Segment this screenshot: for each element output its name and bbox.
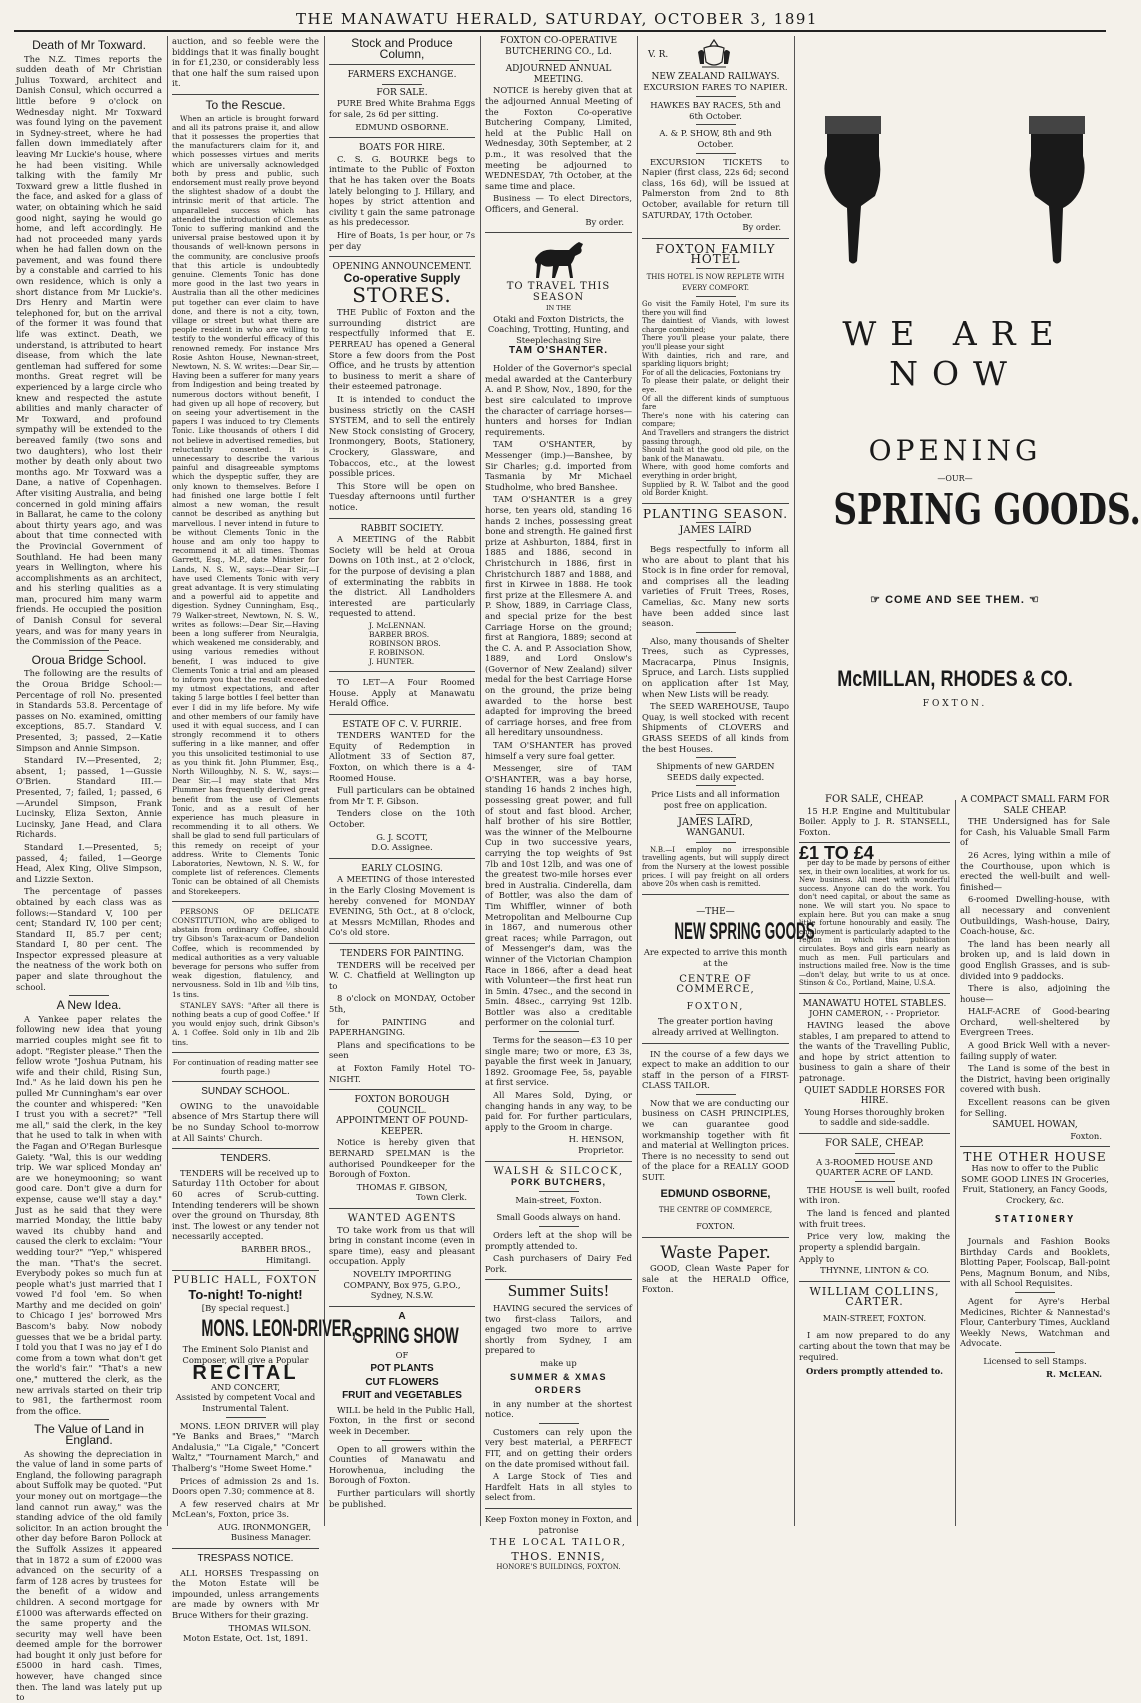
poem-line: To please their palate, or delight their eye. — [642, 377, 789, 395]
notice-heading: To-night! To-night! — [188, 1286, 303, 1302]
signature: G. J. SCOTT, — [376, 831, 428, 842]
notice-text: Hire of Boats, 1s per hour, or 7s per day — [329, 229, 475, 251]
poem-line: Supplied by R. W. Talbot and the good old Border Knight. — [642, 480, 789, 498]
notice-heading: Co-operative Supply — [343, 270, 461, 285]
signature: By order. — [742, 222, 781, 233]
notice-text: The Land is some of the best in the District, having been originally covered with bush. — [960, 1063, 1110, 1095]
notice-heading: ADJOURNED ANNUAL MEETING. — [505, 64, 612, 85]
notice-text: TAM O'SHANTER is a grey horse, ten years old, standing 16 hands 2 inches, possessing great bone and strength. He gained first prize at Ashburton, 1884, first in 1885 and 1886, second in Christchurch in 1886, first in Christchurch 1887 and 1888, and first in Kirwee in 1888. He took first prize at the Ellesmere A. and P. Show, 1889, in Carriage Class, and special prize for the best Carriage Horse on the ground; first at Rangiora, 1889; second at the C. A. and P. Association Show, 1889, and Lord Onslow's (Governor of New Zealand) silver medal for the best Carriage Horse on the ground, the prize being awarded to the horse best adapted for improving the breed of carriage horses, and free from all hereditary unsoundness. — [485, 494, 632, 738]
notice-text: There is also, adjoining the house— — [960, 983, 1110, 1004]
notice-heading: OPENING ANNOUNCEMENT. — [332, 262, 472, 273]
notice-text: FOXTON, — [686, 1001, 745, 1012]
notice-text: Holder of the Governor's special medal awarded at the Canterbury A. and P. Show, Nov., 1890, for the best sire calculated to improve the character of carriage horses—hunters and horses for Indian requirements. — [485, 363, 632, 437]
notice-text: IN THE — [545, 304, 572, 313]
advert-text: per day to be made by persons of either sex, in their own localities, at work for us. New business. All meet with wonderful success. Anyone can do the work. You don't need capital, or about the same as none. We will start you. No space to explain here. But you can make a snug little fortune honourably and easily. The employment is particularly adapted to the region in which this publication circulates. Boys and girls earn nearly as much as men. Full particulars and instructions mailed free. Now is the time—don't delay, but write to us at once. Stinson & Co., Portland, Maine, U.S.A. — [799, 858, 950, 988]
article-paragraph: The N.Z. Times reports the sudden death of Mr Christian Julius Toxward, architect and Danish Consul, which occurred a little before 9 o'clock on Wednesday night. Mr Toxward was found lying on the pavement in Sydney-street, where he had fallen down immediately after leaving Mr Luckie's house, where he had been visiting. While talking with the family Mr Toxward grew a little flushed in the face, and asked for a glass of water, on obtaining which he said good night, saying he would go home, and left accordingly. He had not proceeded many yards when he had fallen down on the pavement, and was found there by a constable and carried to his own residence, which is only a short distance from Mr Luckie's. Drs Henry and Martin were telephoned for, but on the arrival of the former it was found that life was extinct. Death, we understand, is attributed to heart disease, from which the late gentleman had suffered for some months. Great regret will be experienced by a large circle who knew and respected the astute abilities and manly character of Mr Toxward, and profound sympathy will be extended to the bereaved family (two sons and two daughters), who lost their mother by death only about two months ago. Mr Toxward was a Dane, a native of Copenhagen. After visiting Australia, and being concerned in gold mining affairs in Ballarat, he came to the colony about thirty years ago, and was about that time connected with the Provincial Government of Southland. He had been many years in Wellington, where his accomplishments as an architect, and his sterling qualities as a man, procured him many warm friends. He occupied the position of Danish Consul for several years, and was for many years in the Commission of the Peace. — [16, 53, 162, 647]
list-item: BARBER BROS. — [369, 629, 430, 639]
come-see-heading: ☞ COME AND SEE THEM. ☜ — [870, 593, 1040, 606]
notice-text: TAM O'SHANTER has proved himself a very sure foal getter. — [485, 740, 632, 761]
waste-paper-heading: Waste Paper. — [660, 1243, 771, 1264]
recital-heading: RECITAL — [192, 1362, 299, 1385]
notice-text: NOTICE is hereby given that at the adjourned Annual Meeting of the Foxton Co-operative Butchering Company, Limited, held at the Public Hall on Wednesday, 30th September, at 2 p.m., it was resolved that the meeting be adjourned to WEDNESDAY, 7th October, at the same time and place. — [485, 85, 632, 191]
notice-text: Further particulars will shortly be published. — [329, 1487, 475, 1509]
advert-text: When an article is brought forward and all its patrons praise it, and allow that it possesses the properties that the manufacturers claim for it, and which possesses virtues and merits which are universally acknowledged both by press and public, such endorsement must really prove beyond the slightest shadow of a doubt the intrinsic merit of that article. The unparalleled success which has attended the introduction of Clements Tonic to suffering mankind and the universal praise bestowed upon it by thousands of well-known persons in the community, are conclusive proofs that this article is undoubtedly genuine. Clements Tonic has done more good in the last two years in Australia than all the other medicines put together can ever claim to have done, and there is not a city, town, village or street but what there are people resident in who are willing to testify to the wonderful efficacy of this renowned remedy. For instance Mrs Rosie Ashton House, Newnan-street, Newtown, N. S. W. writes:—Dear Sir,—Having been a sufferer for many years from Indigestion and being treated by numerous doctors without benefit, I had given up all hope of recovery, but on seeing your advertisement in the papers I was induced to try Clements Tonic. Like thousands of others I did not believe in advertised remedies, but reluctantly consented. It is unnecessary to describe the various painful and disagreeable symptoms which the dyspeptic suffer, they are only known to themselves. Before I had finished one large bottle I felt almost a new woman, the result cannot be described as anything but marvellous. I never intend in future to be without Clements Tonic in the house and am only too happy to recommend it at all times. Thomas Garrett, Esq., M.P., date Minister for Lands, N. S. W., says:—Dear Sir,—I have used Clements Tonic with very great advantage. It is very stimulating and a powerful aid to appetite and digestion. Sydney Cunningham, Esq., 79 Walker-street, Newtown, N. S. W., writes as follows:—Dear Sir,—Having been a long sufferer from Neuralgia, which weakened me considerably, and using various remedies without benefit, I was induced to give Clements Tonic a trial and am pleased to inform you that the result exceeded my utmost expectations, and after taking 5 large bottles I feel better than ever I did in my life before. My wife and other members of our family have used it with equal success, and I can strongly recommend it to others suffering in a like manner, and offer you this unsolicited testimonial to use as you think fit. John Plummer, Esq., North Willoughby, N. S. W., says:—Dear Sir,—I may state that Mrs Plummer has frequently derived great benefit from the use of Clements Tonic, and as a result of her experience has much pleasure in recommending it to all others. We shall be glad to send full particulars of this remedy on receipt of your address. Write to Clements Tonic Laboratories, Newtown, N. S. W., for complete list of references. Clements Tonic can be obtained of all Chemists and Storekeepers. — [172, 113, 319, 896]
notice-heading: STORES. — [352, 283, 452, 308]
notice-text: The SEED WAREHOUSE, Taupo Quay, is well stocked with recent Shipments of CLOVERS and GRASS SEEDS of all kinds from the best Houses. — [642, 701, 789, 754]
signature: H. HENSON, — [568, 1134, 624, 1145]
business-name: WALSH & SILCOCK, — [493, 1165, 624, 1177]
notice-text: Also, many thousands of Shelter Trees, such as Cypresses, Macracarpa, Pinus Insignis, Spruce, and Larch. Lists supplied on application after 1st May, when New Lists will be ready. — [642, 635, 789, 699]
notice-text: Prices of admission 2s and 1s. Doors open 7.30; commence at 8. — [172, 1475, 319, 1497]
notice-text: MAIN-STREET, FOXTON. — [822, 1313, 927, 1323]
signature: By order. — [585, 216, 624, 227]
notice-text: OF — [395, 1350, 409, 1361]
notice-heading: PORK BUTCHERS, — [510, 1177, 606, 1188]
notice-text: A 3-ROOMED HOUSE AND QUARTER ACRE OF LAND. — [815, 1156, 934, 1178]
coat-of-arms-icon — [694, 38, 734, 70]
notice-heading: BOATS FOR HIRE. — [358, 143, 446, 154]
poem — [642, 300, 789, 498]
notice-text: THE HOUSE is well built, roofed with iron. — [799, 1184, 950, 1206]
name-list — [329, 621, 475, 666]
notice-text: Main-street, Foxton. — [515, 1194, 602, 1205]
notice-text: Small Goods always on hand. — [496, 1212, 621, 1223]
notice-text: ALL HORSES Trespassing on the Moton Estate will be impounded, unless arrangements are made by owners with Mr Bruce Withers for their grazing. — [172, 1567, 319, 1621]
notice-text: TENDERS will be received per W. C. Chatfield at Wellington up to — [329, 959, 475, 991]
notice-text: NOVELTY IMPORTING COMPANY, Box 975, G.P.O., Sydney, N.S.W. — [343, 1269, 461, 1301]
notice-text: 6-roomed Dwelling-house, with all necessary and convenient Outbuildings, Wash-house, Dairy, Coach-house, &c. — [960, 894, 1110, 937]
notice-text: Plans and specifications to be seen — [329, 1039, 475, 1061]
notice-heading: TRESPASS NOTICE. — [197, 1553, 294, 1565]
article-paragraph: As showing the depreciation in the value of land in some parts of England, the following paragraph about Suffolk may be quoted. "Put your money out on mortgage—the land cannot run away," was the standing advice of the old family solicitor. In an action brought the other day before Baron Pollock at the Suffolk Assizes it appeared that in 1872 a sum of £2000 was advanced on the security of a farm of 128 acres by trustees for the benefit of a widow and children. A second mortgage for £1000 was afterwards effected on the same property and the security may well have been deemed ample for the borrower had bought it only just before for £5000 in hard cash. Times, however, have changed since then. The land was lately put up to — [16, 1448, 162, 1703]
notice-text: Agent for Ayre's Herbal Medicines, Richter & Nannestad's Flour, Canterbury Times, Auckland Weekly News, Watchman and Advocate. — [960, 1295, 1110, 1349]
summer-suits-heading: Summer Suits! — [507, 1281, 610, 1301]
notice-heading: SUNDAY SCHOOL. — [201, 1086, 290, 1098]
notice-text: Messenger, sire of TAM O'SHANTER, was a bay horse, standing 16 hands 2 inches high, possessing great power, and full of stout and fast blood. Archer, half brother of his sire Bottler, was the winner of the Melbourne Cup in two successive years, carrying the top weights of 9st 7lb and 10st 12lb, and was one of the greatest two-mile horses ever bred in Australia. Cinderella, dam of Bottler, was also the dam of Tim Whiffler, winner of both Metropolitan and Melbourne Cup in 1867, and numerous other great races; while Parragon, out of Messenger's dam, was the winner of the Victorian Champion Race in 1866, after a dead heat with Volunteer—the first heat run in 5min. 47sec., and the second in 5min. 48sec., carrying 9st 12lb. Bottler was also a creditable performer on the colonial turf. — [485, 763, 632, 1028]
notice-text: OWING to the unavoidable absence of Mrs Startup there will be no Sunday School to-morrow at All Saints' Church. — [172, 1100, 319, 1143]
notice-text: Notice is hereby given that BERNARD SPELMAN is the authorised Poundkeeper for the Borough of Foxton. — [329, 1137, 475, 1180]
notice-text: Apply to — [799, 1254, 835, 1265]
notice-heading: RABBIT SOCIETY. — [360, 523, 444, 534]
article-paragraph: A Yankee paper relates the following new idea that young married couples might see fit to adopt. "Register please." Then the fellow wrote "Joshua Putnam, his wife and their child, Rising Sun, Ind." As he laid down his pen he pulled Mr Cunningham's ear over the counter and whispered: "Ken I trust you with a secret?" "Tell me all," said the clerk, in the key that he used to talk in when with the Fagan and O'Regan Burlesque Gaiety. "Wal, this is our wedding trip. We war spliced Monday an' are we honeymooning; so want good care. Don't give a durn for expense, cause we'll stay a day." Just as he said that they were married Monday, the little baby waved its chubby hand and caused the clerk to exclaim: "Your wedding tour?" "Yep," whispered the man. "That's the secret. Everybody pokes so much fun at people what's just married that I vowed I'd fool 'em. So when Marthy and me decided on goin' to Chicago I jes' borrowed Mrs Bascom's baby. Now nobody guesses that we be a bridal party. I told you that I was no jay ef I do come from a town what don't get the world's fair." "That's a new one," muttered the clerk, as the new arrivals started on their trip to 981, the farthermost room from the office. — [16, 1013, 163, 1416]
spring-show-heading: SPRING SHOW — [353, 1323, 459, 1349]
column-5 — [642, 36, 815, 1526]
signature: Proprietor. — [578, 1145, 624, 1155]
crest-letter-v: V. R. — [648, 50, 669, 60]
notice-text: Price Lists and all information post free on application. — [651, 789, 780, 810]
notice-text: A MEETING of those interested in the Early Closing Movement is hereby convened for MONDAY EVENING, 5th Oct., at 8 o'clock, at Messrs McMillan, Rhodes and Co's old store. — [329, 874, 475, 938]
pointing-hand-icon — [1021, 116, 1093, 266]
poem-line: For of all the delicacies, Foxtonians try — [642, 368, 781, 377]
notice-text: PURE Bred White Brahma Eggs for sale, 2s 6d per sitting. — [329, 98, 475, 119]
business-name: JAMES LAIRD, — [678, 816, 753, 828]
notice-text: 26 Acres, lying within a mile of the Courthouse, upon which is erected the well-built and well-finished— — [960, 849, 1110, 892]
signature: Town Clerk. — [416, 1192, 467, 1203]
performer-name: MONS. LEON-DRIVER, — [201, 1314, 356, 1342]
article-paragraph: Standard IV.—Presented, 2; absent, 1; passed, 1—Gussie O'Brien. Standard III.—Presented, 7; failed, 1; passed, 6—Arundel Simpson, Frank Lucinsky, Eliza Sexton, Annie Lucinsky, Jane Head, and Clara Richards. — [16, 755, 162, 840]
notice-text: Open to all growers within the Counties of Manawatu and Horowhenua, including the Borough of Foxton. — [329, 1443, 475, 1486]
list-item: J. McLENNAN. — [369, 620, 426, 630]
column-divider — [955, 800, 956, 1526]
notice-text: HAVING secured the services of two first-class Tailors, and engaged two more to arrive shortly from Sydney, I am prepared to — [485, 1302, 632, 1356]
continuation-note: For continuation of reading matter see fourth page.) — [172, 1057, 319, 1077]
notice-text: THE CENTRE OF COMMERCE, — [658, 1206, 773, 1215]
notice-text: MONS. LEON DRIVER will play "Ye Banks and Braes," "March Andalusia," "La Cigale," "Concert Waltz," "Tournament March," and Thalberg's "Home Sweet Home." — [172, 1420, 319, 1473]
notice-text: make up — [540, 1357, 577, 1368]
article-heading: A New Idea. — [56, 998, 122, 1013]
pointing-hand-icon — [817, 116, 889, 266]
notice-text: A good Brick Well with a never-failing supply of water. — [960, 1040, 1110, 1061]
notice-text: HALF-ACRE of Good-bearing Orchard, well-sheltered by Evergreen Trees. — [960, 1006, 1110, 1038]
poem-line: With dainties, rich and rare, and sparkling liquors bright; — [642, 351, 789, 369]
signature: Himitangi. — [265, 1254, 311, 1265]
business-name: THOS. ENNIS, — [511, 1549, 606, 1563]
notice-text: HONORE'S BUILDINGS, FOXTON. — [496, 1563, 621, 1572]
royal-crest — [642, 36, 789, 72]
article-heading: Oroua Bridge School. — [31, 652, 147, 667]
earnings-heading: £1 TO £4 — [799, 843, 874, 864]
notice-heading: APPOINTMENT OF POUND-KEEPER. — [336, 1116, 468, 1137]
notice-heading: FOR SALE, CHEAP. — [825, 794, 924, 805]
notice-text: I am now prepared to do any carting about the town that may be required. — [799, 1330, 950, 1362]
notice-text: A Large Stock of Ties and Hardfelt Hats in all styles to select from. — [485, 1471, 632, 1503]
notice-text: —THE— — [696, 906, 735, 917]
notice-text: Business — To elect Directors, Officers, and General. — [485, 193, 632, 214]
notice-text: C. S. G. BOURKE begs to intimate to the Public of Foxton that he has taken over the Boats lately belonging to J. Hillary, and hopes by strict attention and civility t gain the same patronage as his predecessor. — [329, 153, 475, 228]
notice-heading: PLANTING SEASON. — [642, 506, 789, 521]
notice-text: Price very low, making the property a splendid bargain. — [799, 1231, 950, 1252]
notice-text: Cash purchasers of Dairy Fed Pork. — [485, 1253, 632, 1274]
notice-text: Customers can rely upon the very best material, a PERFECT FIT, and on getting their orders on the date promised without fail. — [485, 1426, 632, 1469]
notice-text: AND CONCERT, — [210, 1381, 281, 1392]
notice-heading: FOR SALE. — [376, 87, 428, 98]
notice-text: 8 o'clock on MONDAY, October 5th, — [329, 993, 475, 1014]
notice-text: at Foxton Family Hotel TO-NIGHT. — [329, 1062, 475, 1084]
notice-text: for PAINTING and PAPERHANGING. — [329, 1016, 475, 1038]
poem-line: The daintiest of Viands, with lowest charge combined; — [642, 317, 789, 334]
horse-name: TAM O'SHANTER. — [509, 344, 608, 356]
notice-heading: EXCURSION FARES TO NAPIER. — [643, 82, 788, 93]
signature: R. McLEAN. — [1046, 1368, 1102, 1379]
notice-text: N.B.—I employ no irresponsible travelling agents, but will supply direct from the Nursery at the lowest possible prices. I will pay freight on all orders above 20s when cash is remitted. — [642, 845, 789, 889]
notice-text: The Eminent Solo Pianist and Composer, will give a Popular — [182, 1343, 309, 1365]
business-name: JAMES LAIRD — [679, 525, 752, 537]
column-divider — [167, 36, 168, 1526]
column-divider — [324, 36, 325, 1526]
signature: D.O. Assignee. — [371, 842, 433, 853]
notice-heading: QUIET SADDLE HORSES FOR HIRE. — [804, 1085, 945, 1107]
notice-text: All Mares Sold, Dying, or changing hands in any way, to be paid for. For further particulars, apply to the Groom in charge. — [485, 1090, 632, 1132]
signature: Business Manager. — [230, 1532, 311, 1543]
business-name: CENTRE OF COMMERCE, — [676, 973, 755, 996]
notice-heading: WANTED AGENTS — [347, 1213, 457, 1225]
section-heading: Stock and Produce Column, — [351, 36, 453, 61]
notice-heading: THE LOCAL TAILOR, — [490, 1537, 627, 1549]
notice-text: —OUR— — [937, 474, 973, 483]
notice-text: Assisted by competent Vocal and Instrumental Talent. — [175, 1392, 316, 1413]
article-paragraph: Standard I.—Presented, 5; passed, 4; failed, 1—George Head, Alex King, Olive Simpson, and Lizzie Sexton. — [16, 841, 162, 884]
horse-illustration — [529, 238, 589, 282]
business-name: THE OTHER HOUSE — [963, 1150, 1107, 1165]
notice-text: Orders promptly attended to. — [805, 1366, 944, 1377]
article-heading: Death of Mr Toxward. — [32, 38, 146, 52]
notice-text: Shipments of new GARDEN SEEDS daily expected. — [656, 761, 775, 782]
notice-heading: MANAWATU HOTEL STABLES. — [802, 998, 947, 1009]
signature: SAMUEL HOWAN, — [992, 1120, 1078, 1131]
notice-text: Begs respectfully to inform all who are about to plant that his Stock is in fine order for removal, and comprises all the leading varieties of Fruit Trees, Roses, Camelias, &c. Many new sorts have been added since last season. — [642, 543, 789, 629]
column-divider — [794, 36, 795, 1526]
notice-text: Young Horses thoroughly broken to saddle and side-saddle. — [804, 1106, 945, 1128]
notice-heading: TENDERS FOR PAINTING. — [340, 948, 464, 959]
notice-heading: FOXTON BOROUGH COUNCIL. — [354, 1095, 450, 1116]
notice-text: Licensed to sell Stamps. — [983, 1355, 1087, 1366]
notice-text: TENDERS will be received up to Saturday 11th October for about 60 acres of Scrub-cutting. Intending tenderers will be shown over the ground on Thursday, 8th inst. The lowest or any tender not necessarily accepted. — [172, 1167, 319, 1242]
list-item: ROBINSON BROS. — [369, 638, 441, 648]
poem-line: Should halt at the good old pile, on the bank of the Manawatu. — [642, 446, 789, 463]
opening-heading: OPENING — [868, 434, 1042, 467]
poem-line: There you'll please your palate, there you'll please your sight — [642, 334, 789, 352]
notice-text: Full particulars can be obtained from Mr T. F. Gibson. — [329, 785, 475, 806]
notice-text: WANGANUI. — [686, 828, 745, 839]
notice-text: [By special request.] — [201, 1303, 290, 1314]
signature: AUG. IRONMONGER, — [217, 1521, 311, 1532]
notice-text: in any number at the shortest notice. — [485, 1398, 632, 1420]
notice-text: GOOD, Clean Waste Paper for sale at the HERALD Office, Foxton. — [642, 1263, 789, 1295]
column-2 — [172, 36, 356, 1644]
notice-heading: TENDERS. — [220, 1153, 271, 1165]
notice-text: HAVING leased the above stables, I am prepared to attend to the wants of the Travelling Public, and hope by strict attention to business to gain a share of their patronage. — [799, 1020, 950, 1084]
business-name: WILLIAM COLLINS, CARTER. — [809, 1284, 940, 1309]
notice-heading: FRUIT and VEGETABLES — [342, 1390, 462, 1402]
notice-text: The land has been nearly all broken up, and is laid down in good English Grasses, and is sub-divided into 9 paddocks. — [960, 938, 1110, 981]
notice-text: This Store will be open on Tuesday afternoons until further notice. — [329, 480, 475, 512]
notice-text: Are expected to arrive this month at the — [643, 947, 788, 968]
notice-text: A. & P. SHOW, 8th and 9th October. — [659, 128, 772, 149]
notice-heading: NEW ZEALAND RAILWAYS. — [651, 72, 780, 82]
notice-text: Otaki and Foxton Districts, the Coaching, Trotting, Hunting, and Steeplechasing Sire — [487, 313, 630, 346]
notice-text: Journals and Fashion Books Birthday Cards and Booklets, Blotting Paper, Foolscap, Ball-point Pens, Magnum Bonum, and Nibs, with all School Requisites. — [960, 1235, 1110, 1289]
signature: Moton Estate, Oct. 1st, 1891. — [182, 1633, 309, 1644]
notice-text: Orders left at the shop will be promptly attended to. — [485, 1229, 632, 1251]
notice-text: Excellent reasons can be given for Selling. — [960, 1097, 1110, 1118]
notice-text: THE Public of Foxton and the surrounding district are respectfully informed that E. PERREAU has opened a General Store a few doors from the Post Office, and he trusts by attention to business to merit a share of their esteemed patronage. — [329, 307, 475, 392]
column-7 — [960, 795, 1110, 1526]
notice-heading: TO TRAVEL THIS SEASON — [506, 281, 611, 303]
notice-heading: SUMMER & XMAS — [509, 1371, 607, 1382]
advert-text: STANLEY SAYS: "After all there is nothing beats a cup of good Coffee." If you would enjoy such, drink Gibson's A. 1 Coffee. Sold only in 1lb and 2lb tins. — [172, 1000, 319, 1047]
signature: THOMAS WILSON. — [228, 1622, 311, 1633]
article-paragraph: The percentage of passes obtained by each class was as follows:—Standard V, 100 per cent; Standard IV, 100 per cent; Standard II, 85.7 per cent; Standard I, 80 per cent. The Inspector expressed pleasure at the neatness of the work both on paper and slate throughout the school. — [16, 886, 162, 992]
notice-heading: EARLY CLOSING. — [361, 863, 443, 874]
poem-line: Of all the different kinds of sumptuous fare — [642, 394, 789, 412]
notice-text: THIS HOTEL IS NOW REPLETE WITH EVERY COMFORT. — [646, 272, 785, 292]
notice-heading: FARMERS EXCHANGE. — [347, 70, 457, 81]
business-name: EDMUND OSBORNE, — [660, 1187, 771, 1200]
article-heading: To the Rescue. — [205, 97, 286, 112]
notice-text: A MEETING of the Rabbit Society will be held at Oroua Downs on 10th inst., at 2 o'clock, for the purpose of devising a plan of exterminating the rabbits in the district. All Landholders interested are particularly requested to attend. — [329, 534, 475, 619]
notice-text: WILL be held in the Public Hall, Foxton, in the first or second week in December. — [329, 1404, 475, 1436]
spring-goods-heading: NEW SPRING GOODS — [674, 918, 815, 946]
hotel-name: FOXTON FAMILY HOTEL — [655, 241, 776, 267]
column-divider — [480, 36, 481, 1526]
notice-heading: CUT FLOWERS — [365, 1376, 439, 1388]
article-heading: The Value of Land in England. — [34, 1422, 144, 1447]
list-item: J. HUNTER. — [369, 656, 415, 666]
notice-text: A few reserved chairs at Mr McLean's, Foxton, price 3s. — [172, 1498, 319, 1520]
come-see-text: COME AND SEE THEM. — [885, 593, 1025, 606]
hand-illustrations — [799, 36, 1111, 306]
notice-heading: FOXTON CO-OPERATIVE BUTCHERING CO., Ld. — [499, 36, 618, 57]
mcmillan-advert — [799, 36, 1141, 796]
masthead: THE MANAWATU HERALD, SATURDAY, OCTOBER 3, 1891 — [296, 10, 818, 28]
notice-text: EXCURSION TICKETS to Napier (first class, 22s 6d; second class, 16s 6d), will be issued at Palmerston from 2nd to 8th October, available for return till SATURDAY, 17th October. — [642, 156, 789, 220]
notice-heading: ESTATE OF C. V. FURRIE. — [342, 719, 462, 730]
spring-goods-banner: SPRING GOODS. — [833, 484, 1141, 534]
notice-text: Terms for the season—£3 10 per single mare; two or more, £3 3s, payable the first week in January, 1892. Groomage Fee, 5s, payable at first service. — [485, 1035, 632, 1088]
poem-line: And Travellers and strangers the district passing through, — [642, 429, 789, 446]
column-4 — [485, 36, 633, 1572]
notice-heading: ORDERS — [534, 1385, 583, 1396]
notice-text: Has now to offer to the Public SOME GOOD LINES IN Groceries, Fruit, Stationery, an Fancy Goods, Crockery, &c. — [961, 1163, 1109, 1205]
column-6 — [799, 795, 950, 1526]
notice-heading: PUBLIC HALL, FOXTON — [173, 1275, 318, 1287]
notice-heading: A COMPACT SMALL FARM FOR SALE CHEAP. — [960, 795, 1110, 816]
poem-line: There's none with his catering can compare; — [642, 411, 789, 429]
notice-text: IN the course of a few days we expect to make an addition to our staff in the person of a FIRST-CLASS TAILOR. — [642, 1048, 789, 1091]
notice-text: It is intended to conduct the business strictly on the CASH SYSTEM, and to sell the entirely New Stock consisting of Grocery, Ironmongery, Boots, Stationery, Crockery, Glassware, and Tobaccos, etc., at the lowest possible prices. — [329, 394, 475, 479]
poem-line: Go visit the Family Hotel, I'm sure its there you will find — [642, 300, 789, 317]
business-name: McMILLAN, RHODES & CO. — [837, 666, 1073, 692]
notice-text: Tenders close on the 10th October. — [329, 808, 475, 830]
notice-text: TO LET—A Four Roomed House. Apply at Manawatu Herald Office. — [329, 676, 475, 709]
notice-text: FOXTON. — [696, 1221, 735, 1231]
notice-text: TAM O'SHANTER, by Messenger (imp.)—Banshee, by Sir Charles; g.d. imported from Tasmania by Mr Michael Studholme, who bred Banshee. — [485, 439, 632, 492]
notice-text: JOHN CAMERON, - - Proprietor. — [809, 1009, 940, 1019]
notice-text: Now that we are conducting our business on CASH PRINCIPLES, we can guarantee good workmanship together with fit and material at Wellington prices. There is no necessity to send out of the place for a REALLY GOOD SUIT. — [642, 1097, 789, 1183]
notice-text: TO take work from us that will bring in constant income (even in spare time), easy and pleasant occupation. Apply — [329, 1224, 475, 1267]
notice-text: The greater portion having already arrived at Wellington. — [652, 1016, 779, 1037]
advert-text: PERSONS OF DELICATE CONSTITUTION, who are obliged to abstain from ordinary Coffee, should try Gibson's Tarax-acum or Dandelion Coffee, which is recommended by medical authorities as a very valuable beverage for persons who suffer from weak digestion, flatulency, and nervousness. Sold in 1lb and ½lb tins, 1s tins. — [172, 906, 319, 999]
list-item: F. ROBINSON. — [369, 647, 425, 657]
notice-heading: POT PLANTS — [370, 1362, 434, 1374]
column-divider — [637, 36, 638, 1526]
poem-line: Where, with good home comforts and everything in order bright, — [642, 463, 789, 480]
notice-text: HAWKES BAY RACES, 5th and 6th October. — [650, 100, 781, 121]
signature: EDMUND OSBORNE. — [355, 121, 449, 132]
notice-heading: FOR SALE, CHEAP. — [825, 1138, 924, 1149]
signature: BARBER BROS., — [241, 1244, 311, 1254]
notice-text: THE Undersigned has for Sale for Cash, his Valuable Small Farm of — [960, 816, 1110, 848]
notice-text: 15 H.P. Engine and Multitubular Boiler. Apply to J. R. STANSELL, Foxton. — [799, 805, 950, 837]
top-rule — [14, 30, 1106, 32]
article-paragraph: auction, and so feeble were the biddings that it was finally bought in for £1,230, or considerably less that one half the sum raised upon it. — [172, 36, 319, 89]
column-3 — [329, 36, 475, 1526]
article-paragraph: The following are the results of the Oroua Bridge School:—Percentage of roll No. presented in Standards 53.8. Percentage of passes on No. examined, omitting exceptions, 85.7. Standard V. Presented, 3; passed, 2—Katie Simpson and Annie Simpson. — [16, 668, 162, 753]
column-1 — [16, 36, 163, 1703]
business-name: THYNNE, LINTON & CO. — [820, 1264, 929, 1275]
signature: THOMAS F. GIBSON, — [356, 1181, 448, 1192]
notice-text: Keep Foxton money in Foxton, and patronise — [485, 1514, 633, 1535]
notice-text: TENDERS WANTED for the Equity of Redemption in Allotment 33 of Section 87, Foxton, on which there is a 4-Roomed House. — [329, 730, 475, 783]
notice-text: FOXTON. — [922, 699, 988, 710]
notice-heading: A — [398, 1310, 406, 1322]
we-are-now-heading: WE ARE NOW — [842, 314, 1068, 393]
signature: Foxton. — [1070, 1130, 1102, 1141]
stationery-heading: STATIONERY — [994, 1214, 1076, 1226]
notice-text: The land is fenced and planted with fruit trees. — [799, 1207, 950, 1229]
